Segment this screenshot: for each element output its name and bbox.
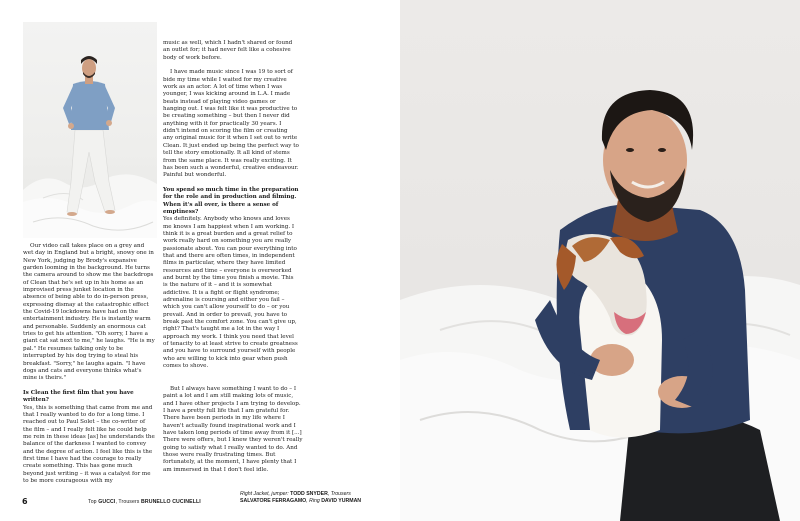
photo-credit-left [88, 499, 201, 505]
portrait-photo-standing [23, 22, 157, 238]
credit-top-label: Top [88, 499, 99, 505]
text-column-2 [163, 40, 299, 378]
credit-trousers-label: , Trousers [115, 499, 142, 505]
answer-1-continued: music as well, which I hadn't shared or found an outlet for; it had never felt like a cohesive body of work before. [163, 40, 293, 61]
question-2: You spend so much time in the preparation for the role and in production and filming. When it's all over, is there a sense of emptiness? [163, 186, 299, 215]
portrait-photo-with-dog [400, 0, 800, 521]
credit-trousers-right-brand: SALVATORE FERRAGAMO [240, 498, 307, 504]
answer-1: Yes, this is something that came from me and that I really wanted to do for a long time. I reached out to Paul Solet – the co-writer of the film – and I really felt like he could help me rein in these ideas [as] he understands the balance of the darkness I wanted to convey and the degree of action. I feel like this is the first time I have had the courage to really create something. This has gone much beyond just writing – it was a catalyst for me to be more courageous with my [23, 404, 155, 484]
closing-paragraph: But I always have something I want to do – I paint a lot and I am still making lots of music, and I have other projects I am trying to develop. I have a pretty full life that I am grateful for. There have been periods in my life where I haven't actually found inspirational work and I have taken long periods of time away from it [...] There were offers, but I knew they weren't really going to satisfy what I really wanted to do. And those were really frustrating times. But fortunately, at the moment, I have plenty that I am immersed in that I don't feel idle. [163, 386, 303, 473]
credit-trousers-brand: BRUNELLO CUCINELLI [141, 499, 201, 505]
text-column-3 [163, 386, 303, 481]
credit-top-brand: GUCCI [98, 499, 116, 505]
intro-paragraph: Our video call takes place on a grey and wet day in England but a bright, snowy one in New York, judging by Brody's expansive garden looming in the background. He turns the camera around to show me the backdrops of Clean that he's set up in his home as an improvised press junket location in the absence of being able to do in-person press, expressing dismay at the catastrophic effect the Covid-19 lockdowns have had on the entertainment industry. He is instantly warm and personable. Suddenly an enormous cat tries to get his attention. "Oh sorry, I have a giant cat sat next to me," he laughs. "He is my pal." He resumes talking only to be interrupted by his dog trying to steal his breakfast. "Sorry," he laughs again. "I have dogs and cats and everyone thinks what's mine is theirs." [23, 243, 155, 382]
credit-jacket-brand: TODD SNYDER [290, 491, 328, 497]
text-column-1 [23, 243, 155, 493]
credit-right-line-2 [240, 498, 390, 505]
page-number: 6 [22, 497, 28, 506]
credit-trousers-right-label: , Trousers [327, 491, 351, 497]
credit-jacket-label: Right Jacket, jumper: [240, 491, 291, 497]
portrait-with-dog-illustration [400, 0, 800, 521]
credit-ring-brand: DAVID YURMAN [321, 498, 362, 504]
music-paragraph: I have made music since I was 19 to sort of bide my time while I waited for my creative work as an actor. A lot of time when I was younger, I was kicking around in L.A. I made beats instead of playing video games or hanging out. I was felt like it was productive to be creating something – but then I never did anything with it for practically 30 years. I didn't intend on scoring the film or creating any original music for it when I set out to write Clean. It just ended up being the perfect way to tell the story emotionally. It all kind of stems from the same place. It was really exciting. It has been such a wonderful, creative endeavour. Painful but wonderful. [163, 69, 299, 179]
photo-credit-right [240, 491, 390, 505]
portrait-photo-illustration [23, 22, 157, 238]
credit-ring-label: , Ring [306, 498, 322, 504]
credit-right-line-1 [240, 491, 390, 498]
answer-2: Yes definitely. Anybody who knows and loves me knows I am happiest when I am working. I think it is a great burden and a great relief to work really hard on something you are really passionate about. You can pour everything into that and there are often times, in independent films in particular, where they have limited resources and time – everyone is overworked and burnt by the time you finish a movie. This is the nature of it – and it is somewhat addictive. It is a fight or flight syndrome; adrenaline is coursing and either you fail – which you can't allow yourself to do – or you prevail. And in order to prevail, you have to break past the comfort zone. You can't give up, right? That's taught me a lot in the way I approach my work. I think you need that level of tenacity to at least strive to create greatness and you have to surround yourself with people who are willing to kick into gear when push comes to shove. [163, 216, 298, 370]
question-1: Is Clean the first film that you have written? [23, 389, 134, 404]
